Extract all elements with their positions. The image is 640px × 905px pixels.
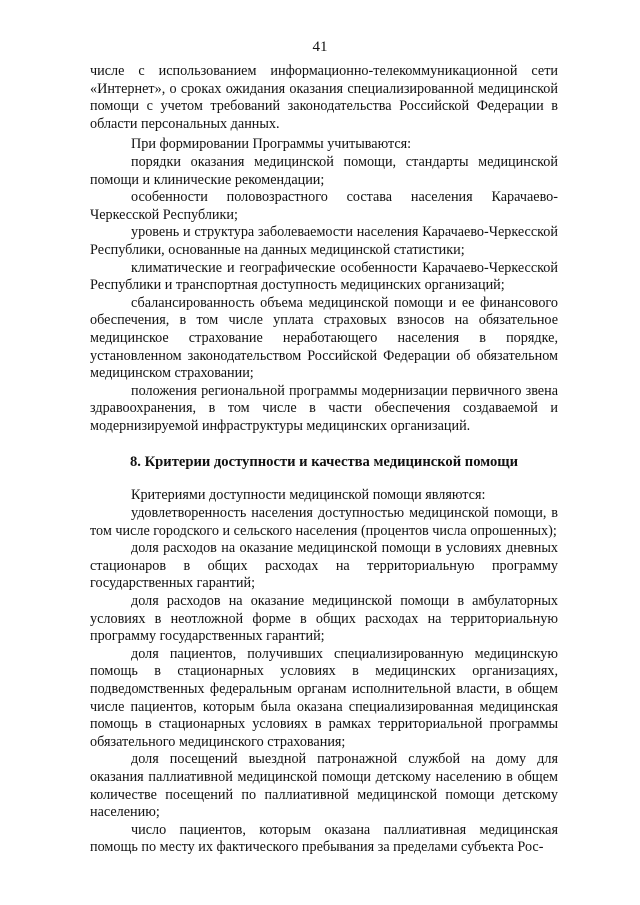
consideration-item: климатические и географические особенности Карачаево-Черкесской Республики и транспортная доступность медицинских организаций; bbox=[90, 259, 558, 294]
consideration-item: особенности половозрастного состава населения Карачаево-Черкесской Республики; bbox=[90, 189, 558, 223]
section-heading: 8. Критерии доступности и качества медицинской помощи bbox=[130, 454, 518, 471]
page-number: 41 bbox=[312, 39, 328, 55]
consideration-item: порядки оказания медицинской помощи, стандарты медицинской помощи и клинические рекомендации; bbox=[90, 153, 558, 188]
consideration-item: уровень и структура заболеваемости населения Карачаево-Черкесской Республики, основанные на данных медицинской статистики; bbox=[90, 224, 558, 258]
continued-paragraph: числе с использованием информационно-телекоммуникационной сети «Интернет», о сроках ожидания оказания специализированной медицинской помощи с учетом требований законодательства Российской Федерации в области персональных данных. bbox=[90, 63, 558, 132]
criteria-item: доля расходов на оказание медицинской помощи в амбулаторных условиях в неотложной форме в общих расходах на территориальную программу государственных гарантий; bbox=[90, 593, 558, 645]
document-body bbox=[90, 63, 558, 857]
criteria-item: доля расходов на оказание медицинской помощи в условиях дневных стационаров в общих расходах на территориальную программу государственных гарантий; bbox=[90, 540, 558, 592]
criteria-intro: Критериями доступности медицинской помощи являются: bbox=[131, 487, 486, 504]
criteria-item: удовлетворенность населения доступностью медицинской помощи, в том числе городского и сельского населения (процентов числа опрошенных); bbox=[90, 505, 558, 539]
consideration-item: сбалансированность объема медицинской помощи и ее финансового обеспечения, в том числе уплата страховых взносов на обязательное медицинское страхование неработающего населения в порядке, установленном законодательством Российской Федерации об обязательном медицинском страховании; bbox=[90, 294, 558, 382]
considerations-intro: При формировании Программы учитываются: bbox=[131, 136, 412, 153]
consideration-item: положения региональной программы модернизации первичного звена здравоохранения, в том числе в части обеспечения создаваемой и модернизируемой инфраструктуры медицинских организаций. bbox=[90, 382, 558, 434]
criteria-item: доля пациентов, получивших специализированную медицинскую помощь в стационарных условиях в медицинских организациях, подведомственных федеральным органам исполнительной власти, в общем числе пациентов, которым была оказана специализированная медицинская помощь в стационарных условиях в рамках территориальной программы обязательного медицинского страхования; bbox=[90, 645, 558, 750]
criteria-item: число пациентов, которым оказана паллиативная медицинская помощь по месту их фактического пребывания за пределами субъекта Рос- bbox=[90, 821, 558, 856]
criteria-item: доля посещений выездной патронажной службой на дому для оказания паллиативной медицинской помощи детскому населению в общем количестве посещений по паллиативной медицинской помощи детскому населению; bbox=[90, 751, 558, 821]
